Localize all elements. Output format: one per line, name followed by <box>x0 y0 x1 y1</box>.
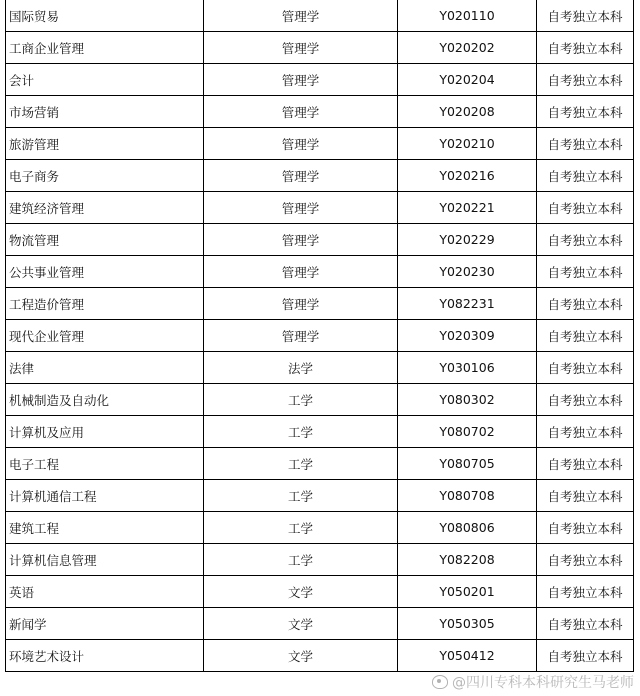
table-row <box>6 288 634 320</box>
category-cell: 管理学 <box>204 0 398 32</box>
type-cell: 自考独立本科 <box>537 512 634 544</box>
category-cell: 管理学 <box>204 224 398 256</box>
majors-table <box>5 0 634 672</box>
code-cell: Y020230 <box>398 256 537 288</box>
category-cell: 工学 <box>204 384 398 416</box>
table-row <box>6 576 634 608</box>
code-cell: Y020204 <box>398 64 537 96</box>
type-cell: 自考独立本科 <box>537 64 634 96</box>
major-cell: 英语 <box>6 576 204 608</box>
code-cell: Y082208 <box>398 544 537 576</box>
category-cell: 工学 <box>204 480 398 512</box>
major-cell: 旅游管理 <box>6 128 204 160</box>
major-cell: 法律 <box>6 352 204 384</box>
code-cell: Y030106 <box>398 352 537 384</box>
type-cell: 自考独立本科 <box>537 224 634 256</box>
type-cell: 自考独立本科 <box>537 640 634 672</box>
type-cell: 自考独立本科 <box>537 32 634 64</box>
table-row <box>6 480 634 512</box>
watermark <box>432 672 634 692</box>
category-cell: 文学 <box>204 640 398 672</box>
type-cell: 自考独立本科 <box>537 192 634 224</box>
category-cell: 工学 <box>204 544 398 576</box>
code-cell: Y080806 <box>398 512 537 544</box>
table-row <box>6 608 634 640</box>
type-cell: 自考独立本科 <box>537 544 634 576</box>
table-row <box>6 640 634 672</box>
code-cell: Y020208 <box>398 96 537 128</box>
code-cell: Y050412 <box>398 640 537 672</box>
type-cell: 自考独立本科 <box>537 384 634 416</box>
major-cell: 物流管理 <box>6 224 204 256</box>
type-cell: 自考独立本科 <box>537 352 634 384</box>
major-cell: 工商企业管理 <box>6 32 204 64</box>
weibo-icon <box>432 675 448 689</box>
major-cell: 建筑工程 <box>6 512 204 544</box>
table-row <box>6 256 634 288</box>
code-cell: Y020110 <box>398 0 537 32</box>
major-cell: 机械制造及自动化 <box>6 384 204 416</box>
major-cell: 计算机及应用 <box>6 416 204 448</box>
table-row <box>6 64 634 96</box>
type-cell: 自考独立本科 <box>537 416 634 448</box>
table-row <box>6 320 634 352</box>
major-cell: 国际贸易 <box>6 0 204 32</box>
major-cell: 环境艺术设计 <box>6 640 204 672</box>
code-cell: Y020216 <box>398 160 537 192</box>
major-cell: 电子商务 <box>6 160 204 192</box>
category-cell: 工学 <box>204 448 398 480</box>
major-cell: 建筑经济管理 <box>6 192 204 224</box>
category-cell: 管理学 <box>204 96 398 128</box>
code-cell: Y080702 <box>398 416 537 448</box>
code-cell: Y080705 <box>398 448 537 480</box>
type-cell: 自考独立本科 <box>537 0 634 32</box>
table-row <box>6 384 634 416</box>
table-row <box>6 224 634 256</box>
type-cell: 自考独立本科 <box>537 480 634 512</box>
major-cell: 工程造价管理 <box>6 288 204 320</box>
type-cell: 自考独立本科 <box>537 256 634 288</box>
type-cell: 自考独立本科 <box>537 448 634 480</box>
category-cell: 文学 <box>204 576 398 608</box>
type-cell: 自考独立本科 <box>537 320 634 352</box>
major-cell: 市场营销 <box>6 96 204 128</box>
category-cell: 管理学 <box>204 192 398 224</box>
major-cell: 计算机通信工程 <box>6 480 204 512</box>
type-cell: 自考独立本科 <box>537 96 634 128</box>
category-cell: 管理学 <box>204 32 398 64</box>
table-row <box>6 512 634 544</box>
major-cell: 会计 <box>6 64 204 96</box>
category-cell: 管理学 <box>204 288 398 320</box>
code-cell: Y020210 <box>398 128 537 160</box>
category-cell: 文学 <box>204 608 398 640</box>
code-cell: Y020221 <box>398 192 537 224</box>
code-cell: Y050305 <box>398 608 537 640</box>
table-row <box>6 544 634 576</box>
watermark-text: @四川专科本科研究生马老师 <box>452 675 634 691</box>
table-row <box>6 448 634 480</box>
category-cell: 管理学 <box>204 160 398 192</box>
type-cell: 自考独立本科 <box>537 576 634 608</box>
category-cell: 管理学 <box>204 128 398 160</box>
category-cell: 工学 <box>204 512 398 544</box>
table-row <box>6 160 634 192</box>
table-row <box>6 352 634 384</box>
type-cell: 自考独立本科 <box>537 288 634 320</box>
code-cell: Y020229 <box>398 224 537 256</box>
table-row <box>6 192 634 224</box>
major-cell: 新闻学 <box>6 608 204 640</box>
major-cell: 现代企业管理 <box>6 320 204 352</box>
table-row <box>6 0 634 32</box>
category-cell: 法学 <box>204 352 398 384</box>
table-body <box>6 0 634 672</box>
code-cell: Y020309 <box>398 320 537 352</box>
code-cell: Y020202 <box>398 32 537 64</box>
type-cell: 自考独立本科 <box>537 608 634 640</box>
code-cell: Y080708 <box>398 480 537 512</box>
major-cell: 电子工程 <box>6 448 204 480</box>
major-cell: 公共事业管理 <box>6 256 204 288</box>
table-row <box>6 32 634 64</box>
category-cell: 工学 <box>204 416 398 448</box>
category-cell: 管理学 <box>204 256 398 288</box>
type-cell: 自考独立本科 <box>537 128 634 160</box>
code-cell: Y082231 <box>398 288 537 320</box>
code-cell: Y050201 <box>398 576 537 608</box>
major-cell: 计算机信息管理 <box>6 544 204 576</box>
table-row <box>6 416 634 448</box>
type-cell: 自考独立本科 <box>537 160 634 192</box>
category-cell: 管理学 <box>204 320 398 352</box>
category-cell: 管理学 <box>204 64 398 96</box>
table-row <box>6 96 634 128</box>
code-cell: Y080302 <box>398 384 537 416</box>
table-row <box>6 128 634 160</box>
